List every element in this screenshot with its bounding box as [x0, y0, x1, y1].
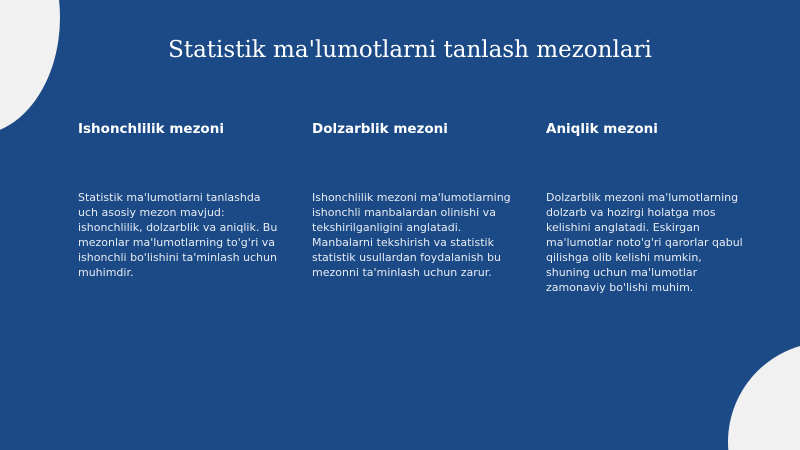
criterion-column-relevance — [312, 120, 512, 279]
column-body-text: Dolzarblik mezoni ma'lumotlarning dolzarb va hozirgi holatga mos kelishini anglatadi. Eskirgan ma'lumotlar noto'g'ri qarorlar qabul qilishga olib kelishi mumkin, shuning uchun ma'lumotlar zamonaviy bo'lishi muhim. — [546, 191, 743, 294]
decorative-circle-bottom-right — [728, 342, 800, 450]
column-heading: Ishonchlilik mezoni — [78, 121, 224, 137]
criterion-column-reliability — [78, 120, 278, 279]
criterion-column-accuracy — [546, 120, 746, 294]
column-heading: Aniqlik mezoni — [546, 121, 658, 137]
decorative-circle-top-left — [0, 0, 60, 135]
column-body-text: Statistik ma'lumotlarni tanlashda uch asosiy mezon mavjud: ishonchlilik, dolzarblik va aniqlik. Bu mezonlar ma'lumotlarning to'g'ri va ishonchli bo'lishini ta'minlash uchun muhimdir. — [78, 191, 278, 279]
slide-title: Statistik ma'lumotlarni tanlash mezonlari — [168, 37, 652, 63]
column-body-text: Ishonchlilik mezoni ma'lumotlarning ishonchli manbalardan olinishi va tekshirilganligini anglatadi. Manbalarni tekshirish va statistik statistik usullardan foydalanish bu mezonni ta'minlash uchun zarur. — [312, 191, 511, 279]
column-heading: Dolzarblik mezoni — [312, 121, 448, 137]
